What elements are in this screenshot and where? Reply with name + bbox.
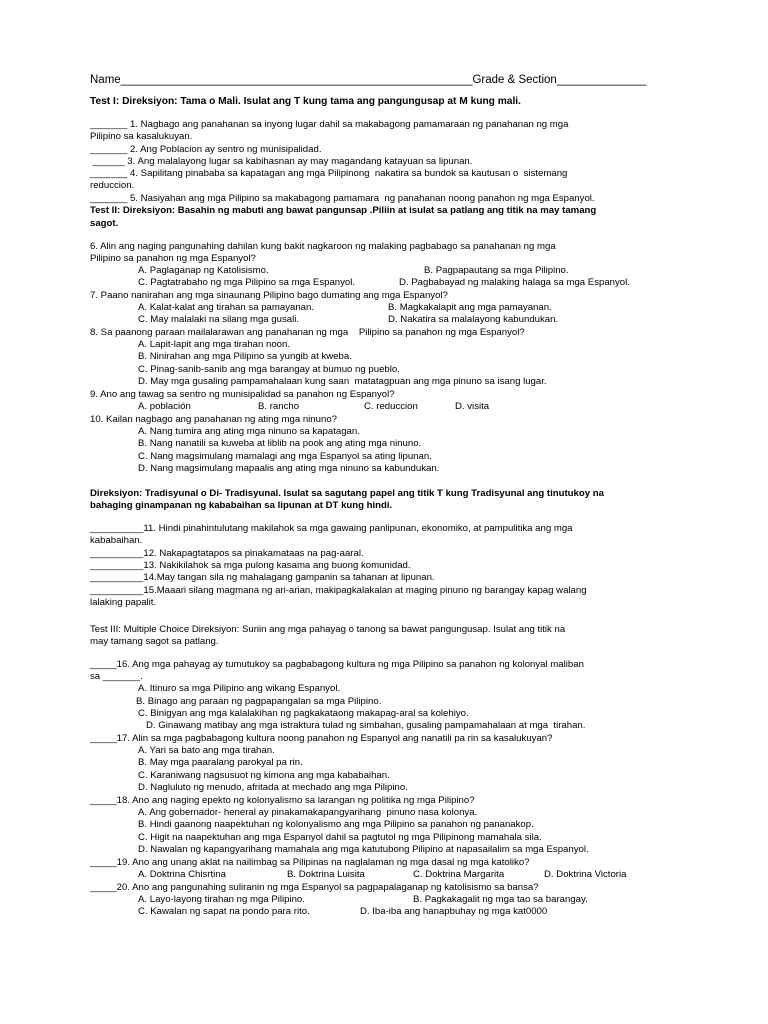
question-17: _____17. Alin sa mga pagbabagong kultura noong panahon ng Espanyol ang nanatili pa rin sa kasalukuyan? xyxy=(90,733,553,744)
choice-18a: A. Ang gobernador- heneral ay pinakamakapangyarihang pinuno nasa kolonya. xyxy=(138,807,478,818)
choice-7b: B. Magkakalapit ang mga pamayanan. xyxy=(388,302,552,313)
choice-10c: C. Nang magsimulang mamalagi ang mga Espanyol sa ating lipunan. xyxy=(138,451,432,462)
item-15: __________15.Maaari silang magmana ng ari-arian, makipagkalakalan at maging pinuno ng barangay kapag walang xyxy=(90,585,587,596)
item-11: kababaihan. xyxy=(90,535,143,546)
choice-6b: B. Pagpapautang sa mga Pilipino. xyxy=(424,265,569,276)
choice-10d: D. Nang magsimulang mapaalis ang ating mga ninuno sa kabundukan. xyxy=(138,463,440,474)
choice-20d: D. Iba-iba ang hanapbuhay ng mga kat0000 xyxy=(360,906,548,917)
item-14: __________14.May tangan sila ng mahalagang gampanin sa tahanan at lipunan. xyxy=(90,572,435,583)
choice-18d: D. Nawalan ng kapangyarihang mamahala ang mga katutubong Pilipino at napasailalim sa mga Espanyol. xyxy=(138,844,589,855)
question-6: Pilipino sa panahon ng mga Espanyol? xyxy=(90,253,256,264)
choice-8d: D. May mga gusaling pampamahalaan kung saan matatagpuan ang mga pinuno sa isang lugar. xyxy=(138,376,547,387)
question-20: _____20. Ano ang pangunahing suliranin ng mga Espanyol sa pagpapalaganap ng katolisismo sa bansa? xyxy=(90,882,539,893)
choice-8b: B. Ninirahan ang mga Pilipino sa yungib at kweba. xyxy=(138,351,352,362)
choice-19a: A. Doktrina Chisrtina xyxy=(138,869,226,880)
question-9: 9. Ano ang tawag sa sentro ng munisipalidad sa panahon ng Espanyol? xyxy=(90,389,395,400)
question-16: _____16. Ang mga pahayag ay tumutukoy sa pagbabagong kultura ng mga Pilipino sa panahon ng kolonyal maliban xyxy=(90,659,584,670)
choice-20a: A. Layo-layong tirahan ng mga Pilipino. xyxy=(138,894,305,905)
question-10: 10. Kailan nagbago ang panahanan ng ating mga ninuno? xyxy=(90,414,337,425)
test3-heading: may tamang sagot sa patlang. xyxy=(90,636,219,647)
choice-20c: C. Kawalan ng sapat na pondo para rito. xyxy=(138,906,310,917)
choice-7d: D. Nakatira sa malalayong kabundukan. xyxy=(388,314,559,325)
choice-19c: C. Doktrina Margarita xyxy=(413,869,505,880)
choice-7c: C. May malalaki na silang mga gusali. xyxy=(138,314,300,325)
choice-17d: D. Nagluluto ng menudo, afritada at mechado ang mga Pilipino. xyxy=(138,782,408,793)
item-11: __________11. Hindi pinahintulutang makilahok sa mga gawaing panlipunan, ekonomiko, at pampulitika ang mga xyxy=(90,523,573,534)
test1-item: _______ 5. Nasiyahan ang mga Pilipino sa makabagong pamamara ng panahanan noong panahon ng mga Espanyol. xyxy=(90,193,595,204)
item-13: __________13. Nakikilahok sa mga pulong kasama ang buong komunidad. xyxy=(90,560,411,571)
choice-6d: D. Pagbabayad ng malaking halaga sa mga Espanyol. xyxy=(399,277,630,288)
choice-10a: A. Nang tumira ang ating mga ninuno sa kapatagan. xyxy=(138,426,360,437)
question-16: sa _______. xyxy=(90,671,143,682)
choice-8c: C. Pinag-sanib-sanib ang mga barangay at bumuo ng pueblo. xyxy=(138,364,400,375)
choice-9c: C. reduccion xyxy=(364,401,418,412)
test1-item: ______ 3. Ang malalayong lugar sa kabihasnan ay may magandang katayuan sa lipunan. xyxy=(90,156,473,167)
test1-item: _______ 2. Ang Poblacion ay sentro ng munisipalidad. xyxy=(90,144,322,155)
test1-heading: Test I: Direksiyon: Tama o Mali. Isulat ang T kung tama ang pangungusap at M kung mali. xyxy=(90,96,521,107)
choice-17b: B. May mga paaralang parokyal pa rin. xyxy=(138,757,303,768)
item-15: lalaking papalit. xyxy=(90,597,157,608)
name-grade-section-line: Name_______________________________________________________Grade & Section______________ xyxy=(90,74,647,86)
choice-6a: A. Paglaganap ng Katolisismo. xyxy=(138,265,269,276)
choice-17a: A. Yari sa bato ang mga tirahan. xyxy=(138,745,275,756)
question-19: _____19. Ano ang unang aklat na nailimbag sa Pilipinas na naglalaman ng mga dasal ng mga katoliko? xyxy=(90,857,530,868)
test1-item: _______ 1. Nagbago ang panahanan sa inyong lugar dahil sa makabagong pamamaraan ng panahanan ng mga xyxy=(90,119,569,130)
test1-item: _______ 4. Sapilitang pinababa sa kapatagan ang mga Pilipinong nakatira sa bundok sa kautusan o sistemang xyxy=(90,168,568,179)
choice-6c: C. Pagtatrabaho ng mga Pilipino sa mga Espanyol. xyxy=(138,277,356,288)
item-12: __________12. Nakapagtatapos sa pinakamataas na pag-aaral. xyxy=(90,548,364,559)
question-7: 7. Paano nanirahan ang mga sinaunang Pilipino bago dumating ang mga Espanyol? xyxy=(90,290,448,301)
choice-16a: A. Itinuro sa mga Pilipino ang wikang Espanyol. xyxy=(138,683,341,694)
choice-18c: C. Higit na naapektuhan ang mga Espanyol dahil sa pagtutol ng mga Pilipinong mamahala sila. xyxy=(138,832,542,843)
question-8: 8. Sa paanong paraan mailalarawan ang panahanan ng mga Pilipino sa panahon ng mga Espanyol? xyxy=(90,327,525,338)
choice-9b: B. rancho xyxy=(258,401,300,412)
choice-20b: B. Pagkakagalit ng mga tao sa barangay. xyxy=(413,894,588,905)
test1-item: Pilipino sa kasalukuyan. xyxy=(90,131,193,142)
tradisyunal-heading: bahaging ginampanan ng kababaihan sa lipunan at DT kung hindi. xyxy=(90,500,393,511)
test2-heading: sagot. xyxy=(90,218,119,229)
choice-19b: B. Doktrina Luisita xyxy=(287,869,365,880)
choice-10b: B. Nang nanatili sa kuweba at liblib na pook ang ating mga ninuno. xyxy=(138,438,422,449)
choice-16c: C. Binigyan ang mga kalalakihan ng pagkakataong makapag-aral sa kolehiyo. xyxy=(138,708,469,719)
question-18: _____18. Ano ang naging epekto ng kolonyalismo sa larangan ng politika ng mga Pilipino? xyxy=(90,795,475,806)
choice-7a: A. Kalat-kalat ang tirahan sa pamayanan. xyxy=(138,302,314,313)
question-6: 6. Alin ang naging pangunahing dahilan kung bakit nagkaroon ng malaking pagbabago sa panahanan ng mga xyxy=(90,241,556,252)
choice-16d: D. Ginawang matibay ang mga istraktura tulad ng simbahan, gusaling pampamahalaan at mga tirahan. xyxy=(146,720,586,731)
tradisyunal-heading: Direksiyon: Tradisyunal o Di- Tradisyunal. Isulat sa sagutang papel ang titik T kung Tradisyunal ang tinutukoy na xyxy=(90,488,604,499)
test3-heading: Test III: Multiple Choice Direksiyon: Suriin ang mga pahayag o tanong sa bawat pangungusap. Isulat ang titik na xyxy=(90,624,566,635)
test1-item: reduccion. xyxy=(90,180,135,191)
choice-9d: D. visita xyxy=(455,401,490,412)
choice-17c: C. Karaniwang nagsusuot ng kimona ang mga kababaihan. xyxy=(138,770,390,781)
choice-8a: A. Lapit-lapit ang mga tirahan noon. xyxy=(138,339,291,350)
choice-16b: B. Binago ang paraan ng pagpapangalan sa mga Pilipino. xyxy=(136,696,382,707)
test2-heading: Test II: Direksiyon: Basahin ng mabuti ang bawat pangunsap .Piliin at isulat sa patlang ang titik na may tamang xyxy=(90,205,597,216)
choice-9a: A. población xyxy=(138,401,191,412)
choice-18b: B. Hindi gaanong naapektuhan ng kolonyalismo ang mga Pilipino sa panahon ng pananakop. xyxy=(138,819,534,830)
choice-19d: D. Doktrina Victoria xyxy=(544,869,627,880)
